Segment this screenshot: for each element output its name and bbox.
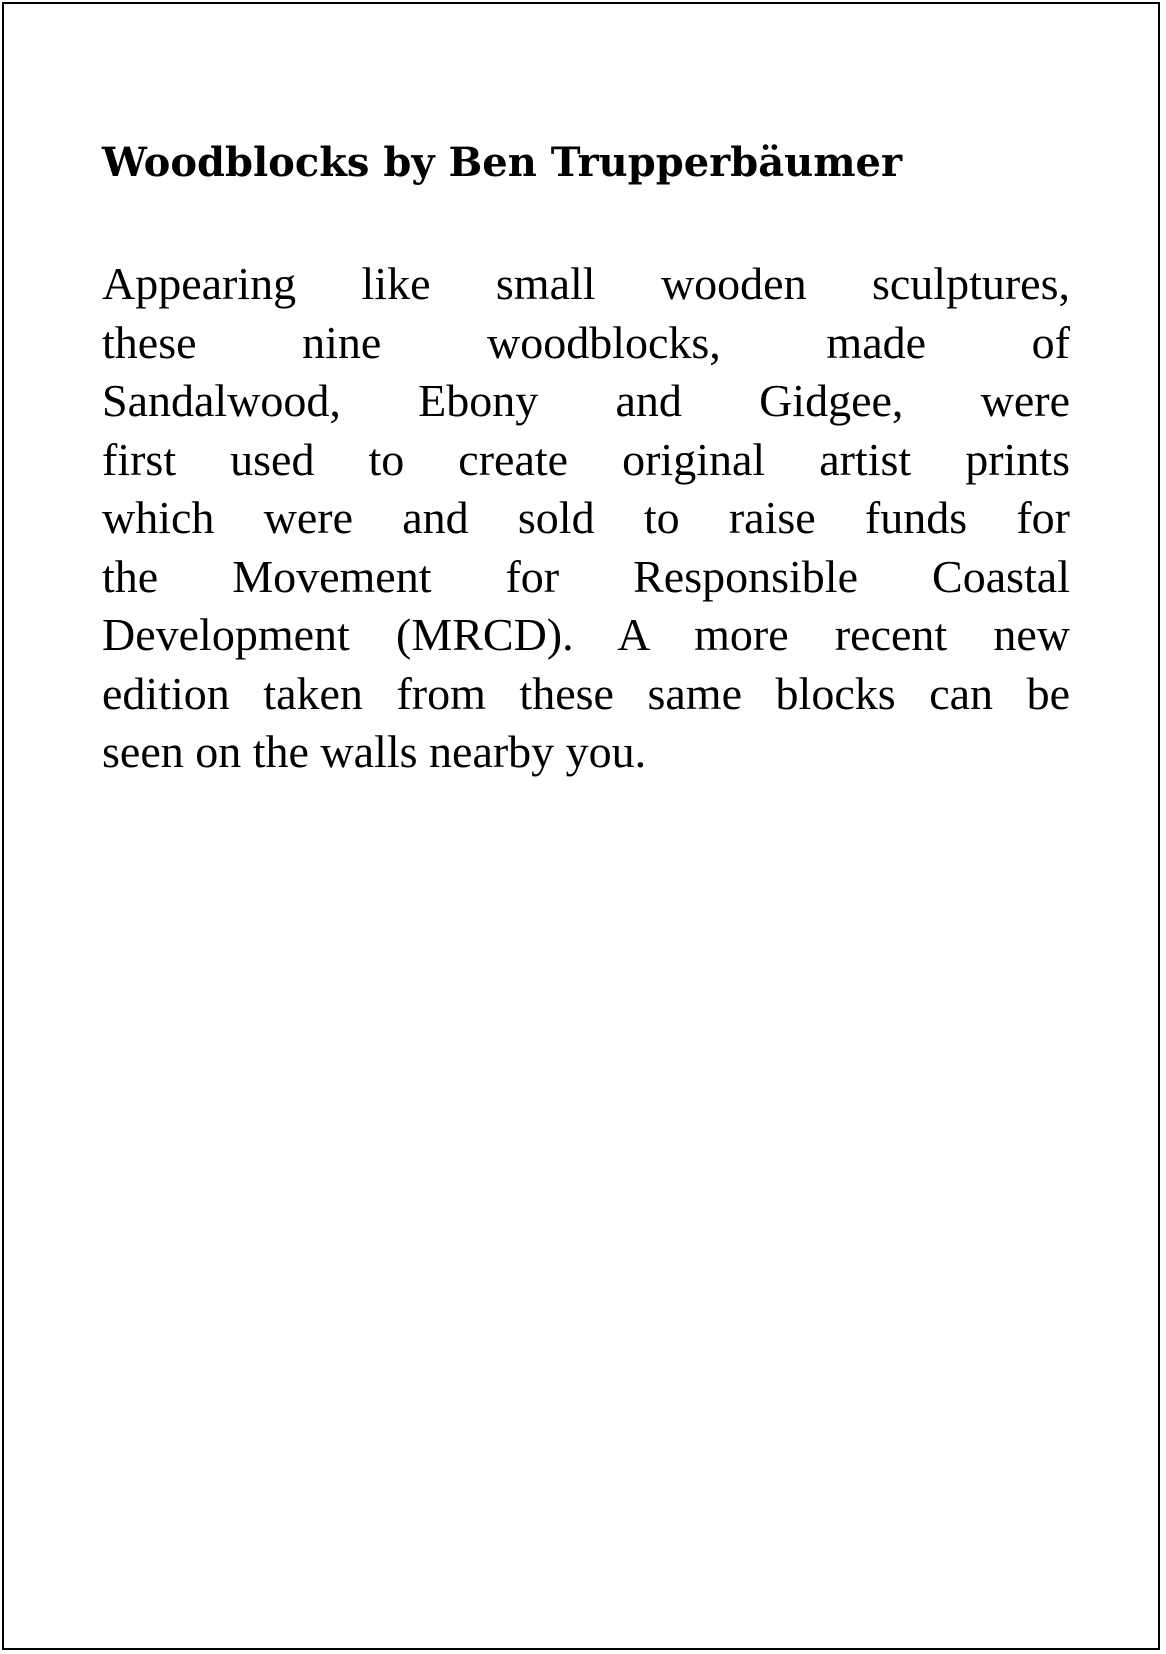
paragraph-line: edition taken from these same blocks can be [102,667,1070,719]
paragraph-line: these nine woodblocks, made of [102,316,1070,368]
description-paragraph [102,255,1070,782]
paragraph-line: Sandalwood, Ebony and Gidgee, were [102,375,1070,426]
page-title: Woodblocks by Ben Trupperbäumer [102,139,903,186]
paragraph-line: first used to create original artist prints [102,433,1070,485]
paragraph-line: Appearing like small wooden sculptures, [102,258,1070,309]
paragraph-line: Development (MRCD). A more recent new [102,609,1070,660]
paragraph-line: the Movement for Responsible Coastal [102,550,1070,602]
paragraph-line: which were and sold to raise funds for [102,492,1070,543]
paragraph-line: seen on the walls nearby you. [102,726,647,777]
text-panel [2,2,1160,1650]
